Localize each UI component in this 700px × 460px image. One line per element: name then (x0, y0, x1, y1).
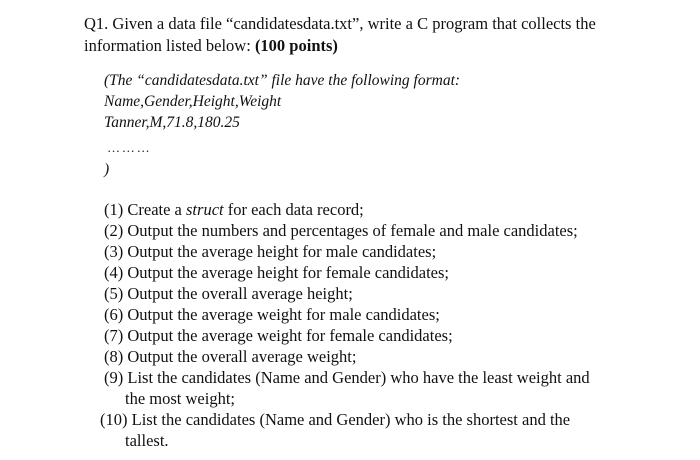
format-line-1: (The “candidatesdata.txt” file have the following format: (104, 72, 461, 89)
list-item-6 (104, 305, 440, 325)
list-item-text: Output the average weight for male candidates; (127, 305, 440, 324)
question-line-1 (84, 14, 596, 34)
question-text-2: information listed below: (84, 36, 255, 55)
list-item-text: List the candidates (Name and Gender) who have the least weight and (127, 368, 590, 387)
list-item-9-continuation: the most weight; (125, 389, 235, 408)
list-item-number: (3) (104, 242, 124, 261)
list-item-text: Output the average height for female candidates; (127, 263, 449, 282)
question-points: (100 points) (254, 36, 338, 55)
list-item-5 (104, 284, 353, 304)
list-item-number: (4) (104, 263, 124, 282)
list-item-3 (104, 242, 436, 262)
list-item-number: (8) (104, 347, 124, 366)
list-item-text: for each data record; (223, 200, 364, 219)
list-item-number: (7) (104, 326, 124, 345)
question-text-1: Given a data file “candidatesdata.txt”, write a C program that collects the (112, 14, 596, 33)
format-line-2: Name,Gender,Height,Weight (104, 93, 282, 110)
list-item-text: Output the average height for male candidates; (127, 242, 437, 261)
question-number: Q1. (84, 14, 109, 33)
list-item-9 (104, 368, 590, 388)
list-item-emphasis: struct (186, 200, 224, 219)
list-item-10 (100, 410, 570, 430)
list-item-text: Output the overall average height; (127, 284, 353, 303)
question-line-2 (84, 36, 338, 56)
list-item-number: (10) (100, 410, 128, 429)
list-item-number: (9) (104, 368, 124, 387)
format-line-5: ) (104, 161, 110, 178)
list-item-number: (5) (104, 284, 124, 303)
list-item-7 (104, 326, 453, 346)
list-item-number: (1) (104, 200, 124, 219)
list-item-text: Create a (127, 200, 187, 219)
list-item-10-continuation: tallest. (125, 431, 169, 450)
list-item-2 (104, 221, 578, 241)
list-item-text: List the candidates (Name and Gender) who is the shortest and the (131, 410, 571, 429)
list-item-text: Output the numbers and percentages of female and male candidates; (127, 221, 578, 240)
format-line-4: … … … (108, 140, 150, 155)
list-item-4 (104, 263, 449, 283)
list-item-number: (6) (104, 305, 124, 324)
list-item-8 (104, 347, 356, 367)
format-line-3: Tanner,M,71.8,180.25 (104, 114, 240, 131)
list-item-1 (104, 200, 364, 220)
list-item-number: (2) (104, 221, 124, 240)
list-item-text: Output the overall average weight; (127, 347, 357, 366)
list-item-text: Output the average weight for female candidates; (127, 326, 453, 345)
